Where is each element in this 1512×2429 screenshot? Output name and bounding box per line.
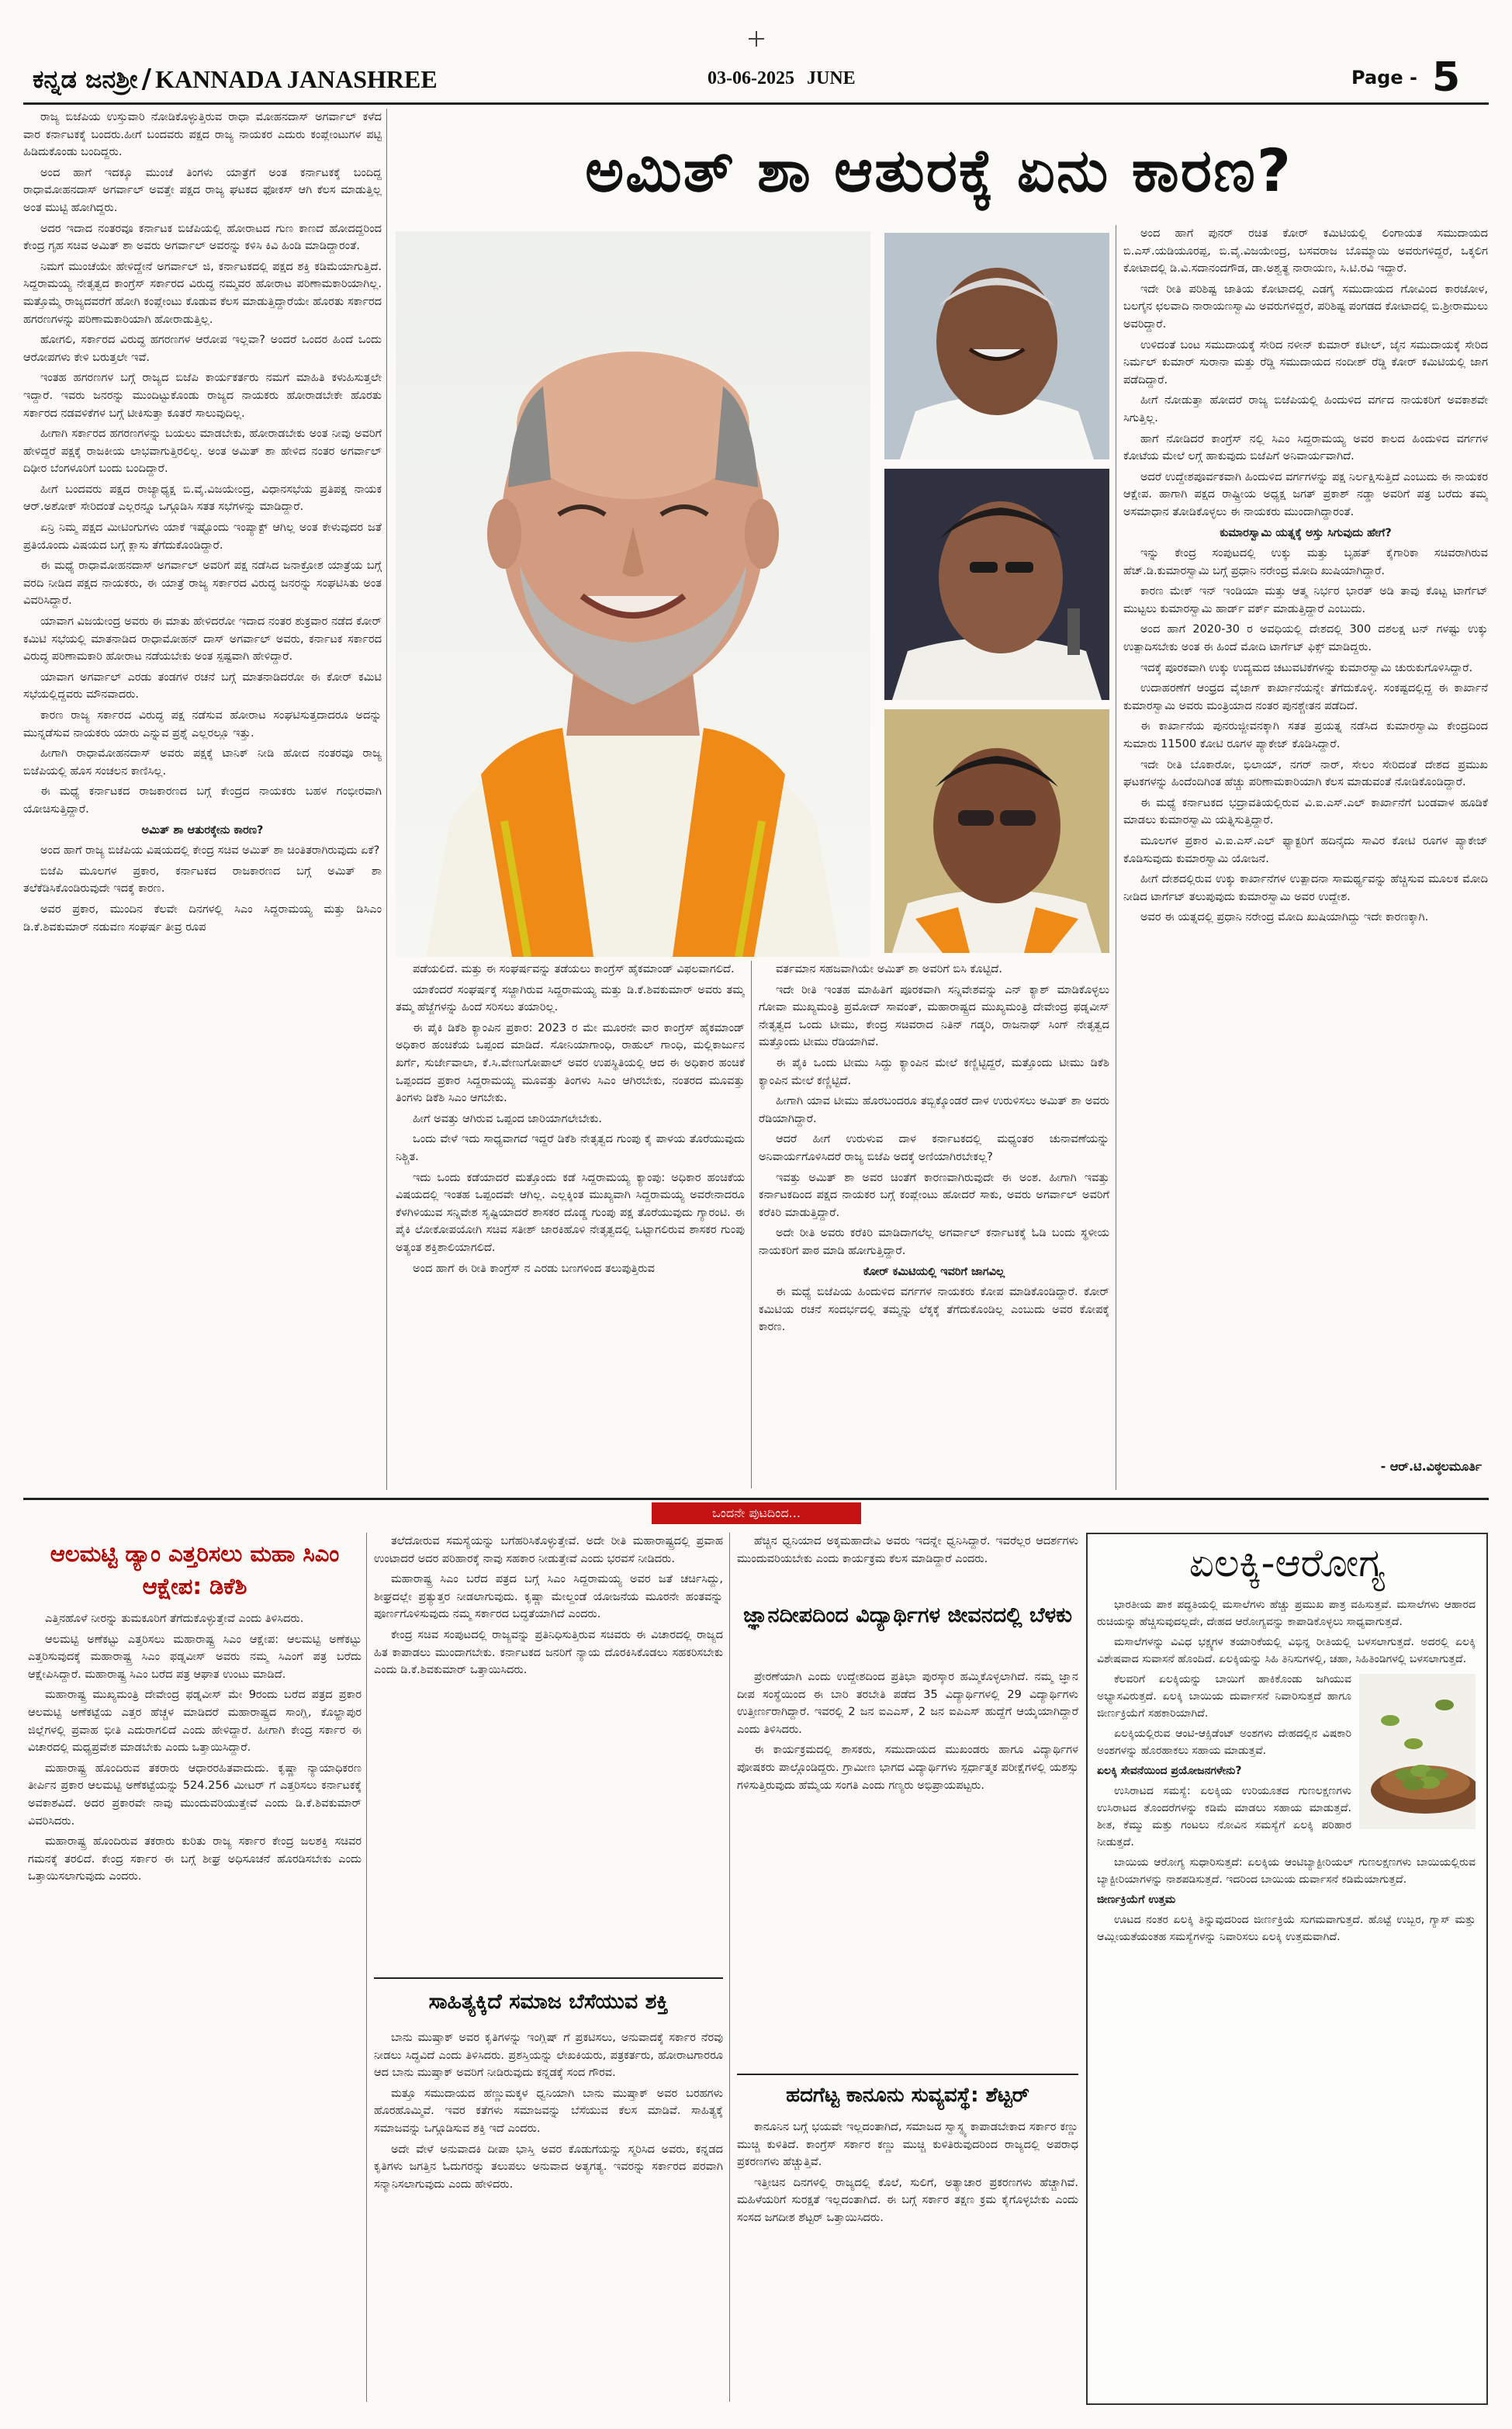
siddaramaiah-photo [884,233,1109,459]
lead-right-subhead: ಕುಮಾರಸ್ವಾಮಿ ಯತ್ನಕ್ಕೆ ಅಸ್ತು ಸಿಗುವುದು ಹೇಗೆ? [1220,526,1392,539]
dk-shivakumar-photo [884,469,1109,700]
alamatti-col2: ತಲೆದೋರುವ ಸಮಸ್ಯೆಯನ್ನು ಬಗೆಹರಿಸಿಕೊಳ್ಳುತ್ತೇವೆ. ಅದೇ ರೀತಿ ಮಹಾರಾಷ್ಟ್ರದಲ್ಲಿ ಪ್ರವಾಹ ಉಂಟಾದರೆ ಅದರ ಪರಿಹಾರಕ್ಕೆ ನಾವು ಸಹಕಾರ ನೀಡುತ್ತೇವೆ ಎಂದು ಭರವಸೆ ನೀಡಿದರು. ಮಹಾರಾಷ್ಟ್ರ ಸಿಎಂ ಬರೆದ ಪತ್ರದ ಬಗ್ಗೆ ಸಿಎಂ ಸಿದ್ದರಾಮಯ್ಯ ಅವರ ಜತೆ ಚರ್ಚಿಸಿದ್ದು, ಶೀಘ್ರದಲ್ಲೇ ಪ್ರತ್ಯುತ್ತರ ನೀಡಲಾಗುವುದು. ಕೃಷ್ಣಾ ಮೇಲ್ದಂಡೆ ಯೋಜನೆಯ ಮೂರನೇ ಹಂತವನ್ನು ಪೂರ್ಣಗೊಳಿಸುವುದು ನಮ್ಮ ಸರ್ಕಾರದ ಬದ್ಧತೆಯಾಗಿದೆ ಎಂದರು. ಕೇಂದ್ರ ಸಚಿವ ಸಂಪುಟದಲ್ಲಿ ರಾಜ್ಯವನ್ನು ಪ್ರತಿನಿಧಿಸುತ್ತಿರುವ ಸಚಿವರು ಈ ವಿಚಾರದಲ್ಲಿ ರಾಜ್ಯದ ಹಿತ ಕಾಪಾಡಲು ಮುಂದಾಗಬೇಕು. ಕರ್ನಾಟಕದ ಜನರಿಗೆ ನ್ಯಾಯ ದೊರಕಿಸಿಕೊಡಲು ಸಹಕರಿಸಬೇಕು ಎಂದು ಡಿ.ಕೆ.ಶಿವಕುಮಾರ್ ಒತ್ತಾಯಿಸಿದರು. [374,1535,723,1677]
masthead-english: KANNADA JANASHREE [155,65,438,93]
hadagetta-body: ಕಾನೂನಿನ ಬಗ್ಗೆ ಭಯವೇ ಇಲ್ಲದಂತಾಗಿದೆ, ಸಮಾಜದ ಸ್ವಾಸ್ಥ್ಯ ಕಾಪಾಡಬೇಕಾದ ಸರ್ಕಾರ ಕಣ್ಣು ಮುಚ್ಚಿ ಕುಳಿತಿದೆ. ಕಾಂಗ್ರೆಸ್ ಸರ್ಕಾರ ಕಣ್ಣು ಮುಚ್ಚಿ ಕುಳಿತಿರುವುದರಿಂದ ರಾಜ್ಯದಲ್ಲಿ ಅಪರಾಧ ಪ್ರಕರಣಗಳು ಹೆಚ್ಚುತ್ತಿವೆ. ಇತ್ತೀಚಿನ ದಿನಗಳಲ್ಲಿ ರಾಜ್ಯದಲ್ಲಿ ಕೊಲೆ, ಸುಲಿಗೆ, ಅತ್ಯಾಚಾರ ಪ್ರಕರಣಗಳು ಹೆಚ್ಚಾಗಿವೆ. ಮಹಿಳೆಯರಿಗೆ ಸುರಕ್ಷತೆ ಇಲ್ಲದಂತಾಗಿದೆ. ಈ ಬಗ್ಗೆ ಸರ್ಕಾರ ತಕ್ಷಣ ಕ್ರಮ ಕೈಗೊಳ್ಳಬೇಕು ಎಂದು ಸಂಸದ ಜಗದೀಶ ಶೆಟ್ಟರ್ ಒತ್ತಾಯಿಸಿದರು. [737,2121,1078,2224]
column-divider [751,961,752,1488]
column-divider [386,109,387,1490]
elakki-health-box [1086,1533,1488,2405]
continued-label: ಒಂದನೇ ಪುಟದಿಂದ... [652,1502,861,1524]
lead-col1-subhead: ಅಮಿತ್ ಶಾ ಆತುರಕ್ಕೇನು ಕಾರಣ? [141,823,264,837]
lead-col1-end: ಅಂದ ಹಾಗೆ ರಾಜ್ಯ ಬಿಜೆಪಿಯ ವಿಷಯದಲ್ಲಿ ಕೇಂದ್ರ ಸಚಿವ ಅಮಿತ್ ಶಾ ಚಿಂತಿತರಾಗಿರುವುದು ಏಕೆ? ಬಿಜೆಪಿ ಮೂಲಗಳ ಪ್ರಕಾರ, ಕರ್ನಾಟಕದ ರಾಜಕಾರಣದ ಬಗ್ಗೆ ಅಮಿತ್ ಶಾ ತಲೆಕೆಡಿಸಿಕೊಂಡಿರುವುದೇ ಇದಕ್ಕೆ ಕಾರಣ. ಅವರ ಪ್ರಕಾರ, ಮುಂದಿನ ಕೆಲವೇ ದಿನಗಳಲ್ಲಿ ಸಿಎಂ ಸಿದ್ದರಾಮಯ್ಯ ಮತ್ತು ಡಿಸಿಎಂ ಡಿ.ಕೆ.ಶಿವಕುಮಾರ್ ನಡುವಣ ಸಂಘರ್ಷ ತೀವ್ರ ರೂಪ [23,844,382,934]
jnanadeepa-intro: ಹೆಚ್ಚಿನ ಧ್ವನಿಯಾದ ಅಕ್ಕಮಹಾದೇವಿ ಅವರು ಇದನ್ನೇ ಧ್ವನಿಸಿದ್ದಾರೆ. ಇವರೆಲ್ಲರ ಆದರ್ಶಗಳು ಮುಂದುವರಿಯಬೇಕು ಎಂದು ಕಾರ್ಯಕ್ರಮ ಕೆಲಸ ಮಾಡಿದ್ದಾರೆ ಎಂದರು. [737,1535,1078,1565]
page-label: Page - [1351,67,1417,88]
lead-headline: ಅಮಿತ್ ಶಾ ಆತುರಕ್ಕೆ ಏನು ಕಾರಣ? [585,136,1292,205]
byline: - ಆರ್.ಟಿ.ವಿಠ್ಠಲಮೂರ್ತಿ [1380,1459,1482,1474]
page-number [1351,54,1460,101]
elakki-title: ಏಲಕ್ಕಿ-ಆರೋಗ್ಯ [1188,1540,1386,1585]
month-value: JUNE [806,68,856,88]
masthead: ಕನ್ನಡ ಜನಶ್ರೀ / KANNADA JANASHREE [33,64,438,95]
lead-column-center: ಪಡೆಯಲಿದೆ. ಮತ್ತು ಈ ಸಂಘರ್ಷವನ್ನು ತಡೆಯಲು ಕಾಂಗ್ರೆಸ್ ಹೈಕಮಾಂಡ್ ವಿಫಲವಾಗಲಿದೆ. ಯಾಕೆಂದರೆ ಸಂಘರ್ಷಕ್ಕೆ ಸಜ್ಜಾಗಿರುವ ಸಿದ್ದರಾಮಯ್ಯ ಮತ್ತು ಡಿ.ಕೆ.ಶಿವಕುಮಾರ್ ಅವರು ತಮ್ಮ ತಮ್ಮ ಹೆಜ್ಜೆಗಳನ್ನು ಹಿಂದೆ ಸರಿಸಲು ತಯಾರಿಲ್ಲ. ಈ ಪೈಕಿ ಡಿಕೆಶಿ ಕ್ಯಾಂಪಿನ ಪ್ರಕಾರ: 2023 ರ ಮೇ ಮೂರನೇ ವಾರ ಕಾಂಗ್ರೆಸ್ ಹೈಕಮಾಂಡ್ ಅಧಿಕಾರ ಹಂಚಿಕೆಯ ಒಪ್ಪಂದ ಮಾಡಿದೆ. ಸೋನಿಯಾಗಾಂಧಿ, ರಾಹುಲ್ ಗಾಂಧಿ, ಮಲ್ಲಿಕಾರ್ಜುನ ಖರ್ಗೆ, ಸುರ್ಜೇವಾಲಾ, ಕೆ.ಸಿ.ವೇಣುಗೋಪಾಲ್ ಅವರ ಉಪಸ್ಥಿತಿಯಲ್ಲಿ ಆದ ಈ ಅಧಿಕಾರ ಹಂಚಿಕೆ ಒಪ್ಪಂದದ ಪ್ರಕಾರ ಸಿದ್ದರಾಮಯ್ಯ ಮೂವತ್ತು ತಿಂಗಳು ಸಿಎಂ ಆಗಿರಬೇಕು, ನಂತರದ ಮೂವತ್ತು ತಿಂಗಳು ಡಿಕೆಶಿ ಸಿಎಂ ಆಗಬೇಕು. ಹೀಗೆ ಅವತ್ತು ಆಗಿರುವ ಒಪ್ಪಂದ ಜಾರಿಯಾಗಲೇಬೇಕು. ಒಂದು ವೇಳೆ ಇದು ಸಾಧ್ಯವಾಗದೆ ಇದ್ದರೆ ಡಿಕೆಶಿ ನೇತೃತ್ವದ ಗುಂಪು ಕೈ ಪಾಳಯ ತೊರೆಯುವುದು ನಿಶ್ಚಿತ. ಇದು ಒಂದು ಕಡೆಯಾದರೆ ಮತ್ತೊಂದು ಕಡೆ ಸಿದ್ದರಾಮಯ್ಯ ಕ್ಯಾಂಪು: ಅಧಿಕಾರ ಹಂಚಿಕೆಯ ವಿಷಯದಲ್ಲಿ ಇಂತಹ ಒಪ್ಪಂದವೇ ಆಗಿಲ್ಲ. ಎಲ್ಲಕ್ಕಿಂತ ಮುಖ್ಯವಾಗಿ ಸಿದ್ದರಾಮಯ್ಯ ಅವರೇನಾದರೂ ಕೆಳಗಿಳಿಯುವ ಸನ್ನಿವೇಶ ಸೃಷ್ಟಿಯಾದರೆ ಶಾಸಕರ ದೊಡ್ಡ ಗುಂಪು ಪಕ್ಷ ತೊರೆಯುವುದು ಗ್ಯಾರಂಟಿ. ಈ ಪೈಕಿ ಲೋಕೋಪಯೋಗಿ ಸಚಿವ ಸತೀಶ್ ಜಾರಕಿಹೊಳಿ ನೇತೃತ್ವದಲ್ಲಿ ಒಟ್ಟಾಗಲಿರುವ ಶಾಸಕರ ಗುಂಪು ಅತ್ಯಂತ ಶಕ್ತಿಶಾಲಿಯಾಗಲಿದೆ. ಅಂದ ಹಾಗೆ ಈ ರೀತಿ ಕಾಂಗ್ರೆಸ್ ನ ಎರಡು ಬಣಗಳಿಂದ ತಲುಪುತ್ತಿರುವ [396,963,745,1275]
date-value: 03-06-2025 [708,68,794,88]
section-rule [23,1498,1489,1500]
alamatti-col1: ಎತ್ತಿನಹೊಳೆ ನೀರನ್ನು ತುಮಕೂರಿಗೆ ತೆಗೆದುಕೊಳ್ಳುತ್ತೇವೆ ಎಂದು ತಿಳಿಸಿದರು. ಆಲಮಟ್ಟಿ ಅಣೆಕಟ್ಟು ಎತ್ತರಿಸಲು ಮಹಾರಾಷ್ಟ್ರ ಸಿಎಂ ಆಕ್ಷೇಪ: ಆಲಮಟ್ಟಿ ಅಣೆಕಟ್ಟು ಎತ್ತರಿಸುವುದಕ್ಕೆ ಮಹಾರಾಷ್ಟ್ರ ಸಿಎಂ ಫಡ್ನವೀಸ್ ಅವರು ನಮ್ಮ ಸಿಎಂಗೆ ಪತ್ರ ಬರೆದು ಆಕ್ಷೇಪಿಸಿದ್ದಾರೆ. ಮಹಾರಾಷ್ಟ್ರ ಸಿಎಂ ಬರೆದ ಪತ್ರ ಆಘಾತ ಉಂಟು ಮಾಡಿದೆ. ಮಹಾರಾಷ್ಟ್ರ ಮುಖ್ಯಮಂತ್ರಿ ದೇವೇಂದ್ರ ಫಡ್ನವೀಸ್ ಮೇ 9ರಂದು ಬರೆದ ಪತ್ರದ ಪ್ರಕಾರ ಆಲಮಟ್ಟಿ ಅಣೆಕಟ್ಟೆಯ ಎತ್ತರ ಹೆಚ್ಚಳ ಮಾಡಿದರೆ ಮಹಾರಾಷ್ಟ್ರದ ಸಾಂಗ್ಲಿ, ಕೊಲ್ಹಾಪುರ ಜಿಲ್ಲೆಗಳಲ್ಲಿ ಪ್ರವಾಹ ಭೀತಿ ಎದುರಾಗಲಿದೆ ಎಂದು ಹೇಳಿದ್ದಾರೆ. ಹೀಗಾಗಿ ಕೇಂದ್ರ ಸರ್ಕಾರ ಈ ವಿಚಾರದಲ್ಲಿ ಮಧ್ಯಪ್ರವೇಶ ಮಾಡಬೇಕು ಎಂದು ಒತ್ತಾಯಿಸಿದ್ದಾರೆ. ಮಹಾರಾಷ್ಟ್ರ ಹೊಂದಿರುವ ತಕರಾರು ಆಧಾರರಹಿತವಾದುದು. ಕೃಷ್ಣಾ ನ್ಯಾಯಾಧಿಕರಣ ತೀರ್ಪಿನ ಪ್ರಕಾರ ಆಲಮಟ್ಟಿ ಅಣೆಕಟ್ಟೆಯನ್ನು 524.256 ಮೀಟರ್ ಗೆ ಎತ್ತರಿಸಲು ಕರ್ನಾಟಕಕ್ಕೆ ಅವಕಾಶವಿದೆ. ಅದರ ಪ್ರಕಾರವೇ ನಾವು ಮುಂದುವರಿಯುತ್ತೇವೆ ಎಂದು ಡಿ.ಕೆ.ಶಿವಕುಮಾರ್ ವಿವರಿಸಿದರು. ಮಹಾರಾಷ್ಟ್ರ ಹೊಂದಿರುವ ತಕರಾರು ಕುರಿತು ರಾಜ್ಯ ಸರ್ಕಾರ ಕೇಂದ್ರ ಜಲಶಕ್ತಿ ಸಚಿವರ ಗಮನಕ್ಕೆ ತರಲಿದೆ. ಕೇಂದ್ರ ಸರ್ಕಾರ ಈ ಬಗ್ಗೆ ಶೀಘ್ರ ಅಧಿಸೂಚನೆ ಹೊರಡಿಸಬೇಕು ಎಂದು ಒತ್ತಾಯಿಸಲಾಗುವುದು ಎಂದರು. [28,1613,362,1883]
column-divider [366,1533,367,2402]
leader-photo [884,709,1109,953]
masthead-kannada: ಕನ್ನಡ ಜನಶ್ರೀ [33,64,138,94]
cardamom-image [1359,1674,1476,1829]
elakki-body: ಭಾರತೀಯ ಪಾಕ ಪದ್ಧತಿಯಲ್ಲಿ ಮಸಾಲೆಗಳು ಹೆಚ್ಚು ಪ್ರಮುಖ ಪಾತ್ರ ವಹಿಸುತ್ತವೆ. ಮಸಾಲೆಗಳು ಆಹಾರದ ರುಚಿಯನ್ನು ಹೆಚ್ಚಿಸುವುದಲ್ಲದೇ, ದೇಹದ ಆರೋಗ್ಯವನ್ನು ಕಾಪಾಡಿಕೊಳ್ಳಲು ಸಾಧ್ಯವಾಗುತ್ತದೆ. ಮಸಾಲೆಗಳನ್ನು ವಿವಿಧ ಭಕ್ಷ್ಯಗಳ ತಯಾರಿಕೆಯಲ್ಲಿ ವಿಭಿನ್ನ ರೀತಿಯಲ್ಲಿ ಬಳಸಲಾಗುತ್ತದೆ. ಅದರಲ್ಲಿ ಏಲಕ್ಕಿ ವಿಶೇಷವಾದ ಸುವಾಸನೆ ಹೊಂದಿದೆ. ಏಲಕ್ಕಿಯನ್ನು ಸಿಹಿ ತಿನಿಸುಗಳಲ್ಲಿ, ಚಹಾ, ಸಿಹಿತಿಂಡಿಗಳಲ್ಲಿ ಬಳಸಲಾಗುತ್ತದೆ. ಕೆಲವರಿಗೆ ಏಲಕ್ಕಿಯನ್ನು ಬಾಯಿಗೆ ಹಾಕಿಕೊಂಡು ಜಗಿಯುವ ಅಭ್ಯಾಸವಿರುತ್ತದೆ. ಏಲಕ್ಕಿ ಬಾಯಿಯ ದುರ್ವಾಸನೆ ನಿವಾರಿಸುತ್ತದೆ ಹಾಗೂ ಜೀರ್ಣಕ್ರಿಯೆಗೆ ಸಹಕಾರಿಯಾಗಿದೆ. ಏಲಕ್ಕಿಯಲ್ಲಿರುವ ಆಂಟಿ-ಆಕ್ಸಿಡೆಂಟ್ ಅಂಶಗಳು ದೇಹದಲ್ಲಿನ ವಿಷಕಾರಿ ಅಂಶಗಳನ್ನು ಹೊರಹಾಕಲು ಸಹಾಯ ಮಾಡುತ್ತವೆ. ಏಲಕ್ಕಿ ಸೇವನೆಯಿಂದ ಪ್ರಯೋಜನಗಳೇನು? ಉಸಿರಾಟದ ಸಮಸ್ಯೆ: ಏಲಕ್ಕಿಯ ಉರಿಯೂತದ ಗುಣಲಕ್ಷಣಗಳು ಉಸಿರಾಟದ ತೊಂದರೆಗಳನ್ನು ಕಡಿಮೆ ಮಾಡಲು ಸಹಾಯ ಮಾಡುತ್ತದೆ. ಶೀತ, ಕೆಮ್ಮು ಮತ್ತು ಗಂಟಲು ನೋವಿನ ಸಮಸ್ಯೆಗೆ ಏಲಕ್ಕಿ ಪರಿಹಾರ ನೀಡುತ್ತದೆ. ಬಾಯಿಯ ಆರೋಗ್ಯ ಸುಧಾರಿಸುತ್ತದೆ: ಏಲಕ್ಕಿಯ ಆಂಟಿಬ್ಯಾಕ್ಟೀರಿಯಲ್ ಗುಣಲಕ್ಷಣಗಳು ಬಾಯಿಯಲ್ಲಿರುವ ಬ್ಯಾಕ್ಟೀರಿಯಾಗಳನ್ನು ನಾಶಪಡಿಸುತ್ತದೆ. ಇದರಿಂದ ಬಾಯಿಯ ದುರ್ವಾಸನೆ ಕಡಿಮೆಯಾಗುತ್ತದೆ. ಜೀರ್ಣಕ್ರಿಯೆಗೆ ಉತ್ತಮ ಊಟದ ನಂತರ ಏಲಕ್ಕಿ ತಿನ್ನುವುದರಿಂದ ಜೀರ್ಣಕ್ರಿಯೆ ಸುಗಮವಾಗುತ್ತದೆ. ಹೊಟ್ಟೆ ಉಬ್ಬರ, ಗ್ಯಾಸ್ ಮತ್ತು ಆಮ್ಲೀಯತೆಯಂತಹ ಸಮಸ್ಯೆಗಳನ್ನು ನಿವಾರಿಸಲು ಏಲಕ್ಕಿ ಉತ್ತಮವಾಗಿದೆ. [1097,1596,1476,2396]
article-rule [737,2074,1078,2075]
elakki-subhead-2: ಜೀರ್ಣಕ್ರಿಯೆಗೆ ಉತ್ತಮ [1097,1894,1176,1906]
lead-column-right-center: ವರ್ತಮಾನ ಸಹಜವಾಗಿಯೇ ಅಮಿತ್ ಶಾ ಅವರಿಗೆ ಬಿಸಿ ಕೊಟ್ಟಿದೆ. ಇದೇ ರೀತಿ ಇಂತಹ ಮಾಹಿತಿಗೆ ಪೂರಕವಾಗಿ ಸನ್ನಿವೇಶವನ್ನು ಎನ್ ಕ್ಯಾಶ್ ಮಾಡಿಕೊಳ್ಳಲು ಗೋವಾ ಮುಖ್ಯಮಂತ್ರಿ ಪ್ರಮೋದ್ ಸಾವಂತ್, ಮಹಾರಾಷ್ಟ್ರದ ಮುಖ್ಯಮಂತ್ರಿ ದೇವೇಂದ್ರ ಫಡ್ನವೀಸ್ ನೇತೃತ್ವದ ಒಂದು ಟೀಮು, ಕೇಂದ್ರ ಸಚಿವರಾದ ನಿತಿನ್ ಗಡ್ಕರಿ, ರಾಜನಾಥ್ ಸಿಂಗ್ ನೇತೃತ್ವದ ಮತ್ತೊಂದು ಟೀಮು ರೆಡಿಯಾಗಿವೆ. ಈ ಪೈಕಿ ಒಂದು ಟೀಮು ಸಿದ್ದು ಕ್ಯಾಂಪಿನ ಮೇಲೆ ಕಣ್ಣಿಟ್ಟಿದ್ದರೆ, ಮತ್ತೊಂದು ಟೀಮು ಡಿಕೆಶಿ ಕ್ಯಾಂಪಿನ ಮೇಲೆ ಕಣ್ಣಿಟ್ಟಿದೆ. ಹೀಗಾಗಿ ಯಾವ ಟೀಮು ಹೊರಬಂದರೂ ತಬ್ಬಿಕ್ಕೊಂಡರೆ ದಾಳ ಉರುಳಿಸಲು ಅಮಿತ್ ಶಾ ಅವರು ರೆಡಿಯಾಗಿದ್ದಾರೆ. ಆದರೆ ಹೀಗೆ ಉರುಳುವ ದಾಳ ಕರ್ನಾಟಕದಲ್ಲಿ ಮಧ್ಯಂತರ ಚುನಾವಣೆಯನ್ನು ಅನಿವಾರ್ಯಗೊಳಿಸಿದರೆ ರಾಜ್ಯ ಬಿಜೆಪಿ ಅದಕ್ಕೆ ಅಣಿಯಾಗಿರಬೇಕಲ್ಲ? ಇವತ್ತು ಅಮಿತ್ ಶಾ ಅವರ ಚಿಂತೆಗೆ ಕಾರಣವಾಗಿರುವುದೇ ಈ ಅಂಶ. ಹೀಗಾಗಿ ಇವತ್ತು ಕರ್ನಾಟಕದಿಂದ ಪಕ್ಷದ ನಾಯಕರ ಬಗ್ಗೆ ಕಂಪ್ಲೇಂಟು ಹೋದರೆ ಸಾಕು, ಅವರು ಅಗರ್ವಾಲ್ ಅವರಿಗೆ ಕರೆಕಿರಿ ಮಾಡುತ್ತಿದ್ದಾರೆ. ಅದೇ ರೀತಿ ಅವರು ಕರೆಕಿರಿ ಮಾಡಿದಾಗಲೆಲ್ಲ ಅಗರ್ವಾಲ್ ಕರ್ನಾಟಕಕ್ಕೆ ಓಡಿ ಬಂದು ಸ್ಥಳೀಯ ನಾಯಕರಿಗೆ ಪಾಠ ಮಾಡಿ ಹೋಗುತ್ತಿದ್ದಾರೆ. ಕೋರ್ ಕಮಿಟಿಯಲ್ಲಿ ಇವರಿಗೆ ಜಾಗವಿಲ್ಲ ಈ ಮಧ್ಯೆ ಬಿಜೆಪಿಯ ಹಿಂದುಳಿದ ವರ್ಗಗಳ ನಾಯಕರು ಕೋಪ ಮಾಡಿಕೊಂಡಿದ್ದಾರೆ. ಕೋರ್ ಕಮಿಟಿಯ ರಚನೆ ಸಂದರ್ಭದಲ್ಲಿ ತಮ್ಮನ್ನು ಲೆಕ್ಕಕ್ಕೆ ತೆಗೆದುಕೊಂಡಿಲ್ಲ ಎಂಬುದು ಅವರ ಕೋಪಕ್ಕೆ ಕಾರಣ. [759,963,1109,1334]
sahitya-body: ಬಾನು ಮುಷ್ತಾಕ್ ಅವರ ಕೃತಿಗಳನ್ನು ಇಂಗ್ಲಿಷ್ ಗೆ ಪ್ರಕಟಿಸಲು, ಅನುವಾದಕ್ಕೆ ಸರ್ಕಾರ ನೆರವು ನೀಡಲು ಸಿದ್ಧವಿದೆ ಎಂದು ತಿಳಿಸಿದರು. ಪ್ರಶಸ್ತಿಯನ್ನು ಲೇಖಕಿಯರು, ಪತ್ರಕರ್ತರು, ಹೋರಾಟಗಾರರೂ ಆದ ಬಾನು ಮುಷ್ತಾಕ್ ಅವರಿಗೆ ನೀಡಿರುವುದು ಕನ್ನಡಕ್ಕೆ ಸಂದ ಗೌರವ. ಮತ್ತೂ ಸಮುದಾಯದ ಹೆಣ್ಣುಮಕ್ಕಳ ಧ್ವನಿಯಾಗಿ ಬಾನು ಮುಷ್ತಾಕ್ ಅವರ ಬರಹಗಳು ಹೊರಹೊಮ್ಮಿವೆ. ಇವರ ಕತೆಗಳು ಸಮಾಜವನ್ನು ಬೆಸೆಯುವ ಕೆಲಸ ಮಾಡಿವೆ. ಸಾಹಿತ್ಯಕ್ಕೆ ಸಮಾಜವನ್ನು ಒಗ್ಗೂಡಿಸುವ ಶಕ್ತಿ ಇದೆ ಎಂದರು. ಅದೇ ವೇಳೆ ಅನುವಾದಕಿ ದೀಪಾ ಭಾಸ್ತಿ ಅವರ ಕೊಡುಗೆಯನ್ನು ಸ್ಮರಿಸಿದ ಅವರು, ಕನ್ನಡದ ಕೃತಿಗಳು ಜಗತ್ತಿನ ಓದುಗರನ್ನು ತಲುಪಲು ಅನುವಾದ ಅತ್ಯಗತ್ಯ. ಇವರನ್ನು ಸರ್ಕಾರದ ಪರವಾಗಿ ಸನ್ಮಾನಿಸಲಾಗುವುದು ಎಂದು ಹೇಳಿದರು. [374,2032,723,2191]
sahitya-title: ಸಾಹಿತ್ಯಕ್ಕಿದೆ ಸಮಾಜ ಬೆಸೆಯುವ ಶಕ್ತಿ [428,1990,669,2014]
masthead-rule [23,102,1489,105]
amit-shah-photo [396,231,870,957]
lead-column-1 [23,109,382,1490]
page-number-value: 5 [1432,54,1461,101]
column-divider [729,1533,730,2402]
lead-column-right: ಅಂದ ಹಾಗೆ ಪುನರ್ ರಚಿತ ಕೋರ್ ಕಮಿಟಿಯಲ್ಲಿ ಲಿಂಗಾಯತ ಸಮುದಾಯದ ಬಿ.ಎಸ್.ಯಡಿಯೂರಪ್ಪ, ಬಿ.ವೈ.ವಿಜಯೇಂದ್ರ, ಬಸವರಾಜ ಬೊಮ್ಮಾಯಿ ಅವರುಗಳಿದ್ದರೆ, ಒಕ್ಕಲಿಗ ಕೋಟಾದಲ್ಲಿ ಡಿ.ವಿ.ಸದಾನಂದಗೌಡ, ಡಾ.ಅಶ್ವತ್ಥ ನಾರಾಯಣ, ಸಿ.ಟಿ.ರವಿ ಇದ್ದಾರೆ. ಇದೇ ರೀತಿ ಪರಿಶಿಷ್ಟ ಜಾತಿಯ ಕೋಟಾದಲ್ಲಿ ಎಡಗೈ ಸಮುದಾಯದ ಗೋವಿಂದ ಕಾರಜೋಳ, ಬಲಗೈನ ಛಲವಾದಿ ನಾರಾಯಣಸ್ವಾಮಿ ಅವರುಗಳಿದ್ದರೆ, ಪರಿಶಿಷ್ಟ ಪಂಗಡದ ಕೋಟಾದಲ್ಲಿ ಬಿ.ಶ್ರೀರಾಮುಲು ಅವರಿದ್ದಾರೆ. ಉಳಿದಂತೆ ಬಂಟ ಸಮುದಾಯಕ್ಕೆ ಸೇರಿದ ನಳೀನ್ ಕುಮಾರ್ ಕಟೀಲ್, ಜೈನ ಸಮುದಾಯಕ್ಕೆ ಸೇರಿದ ನಿರ್ಮಲ್ ಕುಮಾರ್ ಸುರಾನಾ ಮತ್ತು ರೆಡ್ಡಿ ಸಮುದಾಯದ ನಂದೀಶ್ ರೆಡ್ಡಿ ಕೋರ್ ಕಮಿಟಿಯಲ್ಲಿ ಜಾಗ ಪಡೆದಿದ್ದಾರೆ. ಹೀಗೆ ನೋಡುತ್ತಾ ಹೋದರೆ ರಾಜ್ಯ ಬಿಜೆಪಿಯಲ್ಲಿ ಹಿಂದುಳಿದ ವರ್ಗದ ನಾಯಕರಿಗೆ ಅವಕಾಶವೇ ಸಿಗುತ್ತಿಲ್ಲ. ಹಾಗೆ ನೋಡಿದರೆ ಕಾಂಗ್ರೆಸ್ ನಲ್ಲಿ ಸಿಎಂ ಸಿದ್ದರಾಮಯ್ಯ ಅವರ ಕಾಲದ ಹಿಂದುಳಿದ ವರ್ಗಗಳ ಕೋಟೆಯ ಮೇಲೆ ಲಗ್ಗೆ ಹಾಕುವುದು ಬಿಜೆಪಿಗೆ ಅನಿವಾರ್ಯವಾಗಿದೆ. ಅದರೆ ಉದ್ದೇಶಪೂರ್ವಕವಾಗಿ ಹಿಂದುಳಿದ ವರ್ಗಗಳನ್ನು ಪಕ್ಷ ನಿರ್ಲಕ್ಷಿಸುತ್ತಿದೆ ಎಂಬುದು ಈ ನಾಯಕರ ಆಕ್ಷೇಪ. ಹಾಗಾಗಿ ಪಕ್ಷದ ರಾಷ್ಟ್ರೀಯ ಅಧ್ಯಕ್ಷ ಜಗತ್ ಪ್ರಕಾಶ್ ನಡ್ಡಾ ಅವರಿಗೆ ಪತ್ರ ಬರೆದು ತಮ್ಮ ಅಸಮಾಧಾನ ತೋಡಿಕೊಳ್ಳಲು ಈ ನಾಯಕರು ಮುಂದಾಗಿದ್ದಾರಂತೆ. ಕುಮಾರಸ್ವಾಮಿ ಯತ್ನಕ್ಕೆ ಅಸ್ತು ಸಿಗುವುದು ಹೇಗೆ? ಇನ್ನು ಕೇಂದ್ರ ಸಂಪುಟದಲ್ಲಿ ಉಕ್ಕು ಮತ್ತು ಬೃಹತ್ ಕೈಗಾರಿಕಾ ಸಚಿವರಾಗಿರುವ ಹೆಚ್.ಡಿ.ಕುಮಾರಸ್ವಾಮಿ ಬಗ್ಗೆ ಪ್ರಧಾನಿ ನರೇಂದ್ರ ಮೋದಿ ಖುಷಿಯಾಗಿದ್ದಾರೆ. ಕಾರಣ ಮೇಕ್ ಇನ್ ಇಂಡಿಯಾ ಮತ್ತು ಆತ್ಮ ನಿರ್ಭರ ಭಾರತ್ ಅಡಿ ತಾವು ಕೊಟ್ಟ ಟಾರ್ಗೆಟ್ ಮುಟ್ಟಲು ಕುಮಾರಸ್ವಾಮಿ ಹಾರ್ಡ್ ವರ್ಕ್ ಮಾಡುತ್ತಿದ್ದಾರೆ ಎಂಬುದು. ಅಂದ ಹಾಗೆ 2020-30 ರ ಅವಧಿಯಲ್ಲಿ ದೇಶದಲ್ಲಿ 300 ದಶಲಕ್ಷ ಟನ್ ಗಳಷ್ಟು ಉಕ್ಕು ಉತ್ಪಾದಿಸಬೇಕು ಅಂತ ಈ ಹಿಂದೆ ಮೋದಿ ಟಾರ್ಗೆಟ್ ಫಿಕ್ಸ್ ಮಾಡಿದ್ದರು. ಇದಕ್ಕೆ ಪೂರಕವಾಗಿ ಉಕ್ಕು ಉದ್ಯಮದ ಚಟುವಟಿಕೆಗಳನ್ನು ಕುಮಾರಸ್ವಾಮಿ ಚುರುಕುಗೊಳಿಸಿದ್ದಾರೆ. ಉದಾಹರಣೆಗೆ ಆಂಧ್ರದ ವೈಜಾಗ್ ಕಾರ್ಖಾನೆಯನ್ನೇ ತೆಗೆದುಕೊಳ್ಳಿ. ಸಂಕಷ್ಟದಲ್ಲಿದ್ದ ಈ ಕಾರ್ಖಾನೆ ಕುಮಾರಸ್ವಾಮಿ ಅವರು ಮಂತ್ರಿಯಾದ ನಂತರ ಪುನಶ್ಚೇತನ ಪಡೆದಿದೆ. ಈ ಕಾರ್ಖಾನೆಯ ಪುನರುಜ್ಜೀವನಕ್ಕಾಗಿ ಸತತ ಪ್ರಯತ್ನ ನಡೆಸಿದ ಕುಮಾರಸ್ವಾಮಿ ಕೇಂದ್ರದಿಂದ ಸುಮಾರು 11500 ಕೋಟಿ ರೂಗಳ ಪ್ಯಾಕೇಜ್ ಕೊಡಿಸಿದ್ದಾರೆ. ಇದೇ ರೀತಿ ಬೊಕಾರೋ, ಭಿಲಾಯ್, ನಗರ್ ನಾರ್, ಸೇಲಂ ಸೇರಿದಂತೆ ದೇಶದ ಪ್ರಮುಖ ಘಟಕಗಳನ್ನು ಹಿಂದೆಂದಿಗಿಂತ ಹೆಚ್ಚು ಪರಿಣಾಮಕಾರಿಯಾಗಿ ಕೆಲಸ ಮಾಡುವಂತೆ ನೋಡಿಕೊಂಡಿದ್ದಾರೆ. ಈ ಮಧ್ಯೆ ಕರ್ನಾಟಕದ ಭದ್ರಾವತಿಯಲ್ಲಿರುವ ವಿ.ಐ.ಎಸ್.ಎಲ್ ಕಾರ್ಖಾನೆಗೆ ಬಂಡವಾಳ ಹೂಡಿಕೆ ಮಾಡಲು ಕುಮಾರಸ್ವಾಮಿ ಯತ್ನಿಸುತ್ತಿದ್ದಾರೆ. ಮೂಲಗಳ ಪ್ರಕಾರ ವಿ.ಐ.ಎಸ್.ಎಲ್ ಫ್ಯಾಕ್ಟರಿಗೆ ಹದಿನೈದು ಸಾವಿರ ಕೋಟಿ ರೂಗಳ ಪ್ಯಾಕೇಜ್ ಕೊಡಿಸುವುದು ಕುಮಾರಸ್ವಾಮಿ ಯೋಜನೆ. ಹೀಗೆ ದೇಶದಲ್ಲಿರುವ ಉಕ್ಕು ಕಾರ್ಖಾನೆಗಳ ಉತ್ಪಾದನಾ ಸಾಮರ್ಥ್ಯವನ್ನು ಹೆಚ್ಚಿಸುವ ಮೂಲಕ ಮೋದಿ ನೀಡಿದ ಟಾರ್ಗೆಟ್ ತಲುಪುವುದು ಕುಮಾರಸ್ವಾಮಿ ಅವರ ಉದ್ದೇಶ. ಅವರ ಈ ಯತ್ನದಲ್ಲಿ ಪ್ರಧಾನಿ ನರೇಂದ್ರ ಮೋದಿ ಖುಷಿಯಾಗಿದ್ದು ಇದೇ ಕಾರಣಕ್ಕಾಗಿ. [1123,227,1488,924]
lead-col1-body: ರಾಜ್ಯ ಬಿಜೆಪಿಯ ಉಸ್ತುವಾರಿ ನೋಡಿಕೊಳ್ಳುತ್ತಿರುವ ರಾಧಾ ಮೋಹನದಾಸ್ ಅಗರ್ವಾಲ್ ಕಳೆದ ವಾರ ಕರ್ನಾಟಕಕ್ಕೆ ಬಂದರು.ಹೀಗೆ ಬಂದವರು ಪಕ್ಷದ ರಾಜ್ಯ ನಾಯಕರ ಎದುರು ಕಂಪ್ಲೇಂಟುಗಳ ಪಟ್ಟಿ ಹಿಡಿದುಕೊಂಡು ಬಂದಿದ್ದರು. ಅಂದ ಹಾಗೆ ಇದಕ್ಕೂ ಮುಂಚೆ ತಿಂಗಳು ಯಾತ್ರೆಗೆ ಅಂತ ಕರ್ನಾಟಕಕ್ಕೆ ಬಂದಿದ್ದ ರಾಧಾಮೋಹನದಾಸ್ ಅಗರ್ವಾಲ್ ಅವತ್ತೇ ಪಕ್ಷದ ರಾಜ್ಯ ಘಟಕದ ಫೋಕಸ್ ಆಗಿ ಕೆಲಸ ಮಾಡುತ್ತಿಲ್ಲ ಅಂತ ಮುಟ್ಟಿ ಹೋಗಿದ್ದರು. ಅದರ ಇದಾದ ನಂತರವೂ ಕರ್ನಾಟಕ ಬಿಜೆಪಿಯಲ್ಲಿ ಹೋರಾಟದ ಗುಣ ಕಾಣದೆ ಹೋದದ್ದರಿಂದ ಕೇಂದ್ರ ಗೃಹ ಸಚಿವ ಅಮಿತ್ ಶಾ ಅವರು ಅಗರ್ವಾಲ್ ಅವರನ್ನು ಕಳಿಸಿ ಕಿವಿ ಹಿಂಡಿ ಮಾಡಿದ್ದಾರಂತೆ. ನಿಮಗೆ ಮುಂಚೆಯೇ ಹೇಳಿದ್ದೇನೆ ಅಗರ್ವಾಲ್ ಜಿ, ಕರ್ನಾಟಕದಲ್ಲಿ ಪಕ್ಷದ ಶಕ್ತಿ ಕಡಿಮೆಯಾಗುತ್ತಿದೆ. ಸಿದ್ದರಾಮಯ್ಯ ನೇತೃತ್ವದ ಕಾಂಗ್ರೆಸ್ ಸರ್ಕಾರದ ವಿರುದ್ಧ ನಮ್ಮವರ ಹೋರಾಟ ಪರಿಣಾಮಕಾರಿಯಾಗಿಲ್ಲ. ಮತ್ತೊಮ್ಮೆ ರಾಜ್ಯದವರೆಗೆ ಹೋಗಿ ಕಂಪ್ಲೇಂಟು ಕೊಡುವ ಕೆಲಸ ಮಾಡುತ್ತಿದ್ದಾರೆಯೇ ಹೊರತು ಸರ್ಕಾರದ ಹಗರಣಗಳನ್ನು ಪರಿಣಾಮಕಾರಿಯಾಗಿ ಹೋರಾಡುತ್ತಿಲ್ಲ. ಹೋಗಲಿ, ಸರ್ಕಾರದ ವಿರುದ್ಧ ಹಗರಣಗಳ ಆರೋಪ ಇಲ್ಲವಾ? ಅಂದರೆ ಒಂದರ ಹಿಂದೆ ಒಂದು ಆರೋಪಗಳು ಕೇಳಿ ಬರುತ್ತಲೇ ಇವೆ. ಇಂತಹ ಹಗರಣಗಳ ಬಗ್ಗೆ ರಾಜ್ಯದ ಬಿಜೆಪಿ ಕಾರ್ಯಕರ್ತರು ನಮಗೆ ಮಾಹಿತಿ ಕಳುಹಿಸುತ್ತಲೇ ಇದ್ದಾರೆ. ಇವರು ಜನರನ್ನು ಮುಂದಿಟ್ಟುಕೊಂಡು ರಾಜ್ಯದ ನಾಯಕರು ಹೋರಾಡಬೇಕೇ ಹೊರತು ಸರ್ಕಾರದ ನಡವಳಿಕೆಗಳ ಬಗ್ಗೆ ಟೀಕಿಸುತ್ತಾ ಕೂತರೆ ಸಾಲುವುದಿಲ್ಲ. ಹೀಗಾಗಿ ಸರ್ಕಾರದ ಹಗರಣಗಳನ್ನು ಬಯಲು ಮಾಡಬೇಕು, ಹೋರಾಡಬೇಕು ಅಂತ ನೀವು ಅವರಿಗೆ ಹೇಳಿದ್ದರೆ ಪಕ್ಷಕ್ಕೆ ರಾಜಕೀಯ ಲಾಭವಾಗುತ್ತಿರಲಿಲ್ಲ. ಅಂತ ಅಮಿತ್ ಶಾ ಹೇಳಿದ ನಂತರ ಅಗರ್ವಾಲ್ ದಿಢೀರ ಬೆಂಗಳೂರಿಗೆ ಬಂದು ಬಂದಿದ್ದಾರೆ. ಹೀಗೆ ಬಂದವರು ಪಕ್ಷದ ರಾಜ್ಯಾಧ್ಯಕ್ಷ ಬಿ.ವೈ.ವಿಜಯೇಂದ್ರ, ವಿಧಾನಸಭೆಯ ಪ್ರತಿಪಕ್ಷ ನಾಯಕ ಆರ್.ಅಶೋಕ್ ಸೇರಿದಂತೆ ಎಲ್ಲರನ್ನೂ ಒಗ್ಗೂಡಿಸಿ ಸತತ ಸಭೆಗಳನ್ನು ಮಾಡಿದ್ದಾರೆ. ಏನ್ರಿ ನಿಮ್ಮ ಪಕ್ಷದ ಮೀಟಿಂಗುಗಳು ಯಾಕೆ ಇಷ್ಟೊಂದು ಇಂಪ್ಯಾಕ್ಟ್ ಆಗಿಲ್ಲ ಅಂತ ಕೇಳುವುದರ ಜತೆ ಪ್ರತಿಯೊಂದು ವಿಷಯದ ಬಗ್ಗೆ ಕ್ಲಾಸು ತೆಗೆದುಕೊಂಡಿದ್ದಾರೆ. ಈ ಮಧ್ಯೆ ರಾಧಾಮೋಹನದಾಸ್ ಅಗರ್ವಾಲ್ ಅವರಿಗೆ ಪಕ್ಷ ನಡೆಸಿದ ಜನಾಕ್ರೋಶ ಯಾತ್ರೆಯ ಬಗ್ಗೆ ವರದಿ ನೀಡಿದ ಪಕ್ಷದ ನಾಯಕರು, ಈ ಯಾತ್ರೆ ರಾಜ್ಯ ಸರ್ಕಾರದ ವಿರುದ್ಧ ಜನರನ್ನು ಸಂಘಟಿಸಿತು ಅಂತ ವಿವರಿಸಿದ್ದಾರೆ. ಯಾವಾಗ ವಿಜಯೇಂದ್ರ ಅವರು ಈ ಮಾತು ಹೇಳಿದರೋ ಇದಾದ ನಂತರ ಶುಕ್ರವಾರ ನಡೆದ ಕೋರ್ ಕಮಿಟಿ ಸಭೆಯಲ್ಲಿ ಮಾತನಾಡಿದ ರಾಧಾಮೋಹನ್ ದಾಸ್ ಅಗರ್ವಾಲ್ ಅವರು, ಕರ್ನಾಟಕ ಸರ್ಕಾರದ ವಿರುದ್ಧ ಪರಿಣಾಮಕಾರಿ ಹೋರಾಟ ನಡೆಯಬೇಕು ಅಂತ ಸ್ಪಷ್ಟವಾಗಿ ಹೇಳಿದ್ದಾರೆ. ಯಾವಾಗ ಅಗರ್ವಾಲ್ ಎರಡು ತಂಡಗಳ ರಚನೆ ಬಗ್ಗೆ ಮಾತನಾಡಿದರೋ ಈ ಕೋರ್ ಕಮಿಟಿ ಸಭೆಯಲ್ಲಿದ್ದವರು ಮೌನವಾದರು. ಕಾರಣ ರಾಜ್ಯ ಸರ್ಕಾರದ ವಿರುದ್ಧ ಪಕ್ಷ ನಡೆಸುವ ಹೋರಾಟ ಸಂಘಟಿಸುತ್ತದಾದರೂ ಅದನ್ನು ಮುನ್ನಡೆಸುವ ನಾಯಕರು ಯಾರು ಎನ್ನುವ ಪ್ರಶ್ನೆ ಎಲ್ಲರಲ್ಲೂ ಇತ್ತು. ಹೀಗಾಗಿ ರಾಧಾಮೋಹನದಾಸ್ ಅವರು ಪಕ್ಷಕ್ಕೆ ಟಾನಿಕ್ ನೀಡಿ ಹೋದ ನಂತರವೂ ರಾಜ್ಯ ಬಿಜೆಪಿಯಲ್ಲಿ ಹೊಸ ಸಂಚಲನ ಕಾಣಿಸಿಲ್ಲ. ಈ ಮಧ್ಯೆ ಕರ್ನಾಟಕದ ರಾಜಕಾರಣದ ಬಗ್ಗೆ ಕೇಂದ್ರದ ನಾಯಕರು ಬಹಳ ಗಂಭೀರವಾಗಿ ಯೋಚಿಸುತ್ತಿದ್ದಾರೆ. [23,111,382,816]
elakki-subhead-1: ಏಲಕ್ಕಿ ಸೇವನೆಯಿಂದ ಪ್ರಯೋಜನಗಳೇನು? [1097,1765,1242,1777]
lead-right-center-subhead: ಕೋರ್ ಕಮಿಟಿಯಲ್ಲಿ ಇವರಿಗೆ ಜಾಗವಿಲ್ಲ [863,1265,1005,1278]
issue-date [708,68,856,89]
alamatti-title: ಆಲಮಟ್ಟಿ ಡ್ಯಾಂ ಎತ್ತರಿಸಲು ಮಹಾ ಸಿಎಂ ಆಕ್ಷೇಪ: ಡಿಕೆಶಿ [50,1540,340,1599]
jnanadeepa-body: ಪ್ರೇರಣೆಯಾಗಿ ಎಂದು ಉದ್ದೇಶದಿಂದ ಪ್ರತಿಭಾ ಪುರಸ್ಕಾರ ಹಮ್ಮಿಕೊಳ್ಳಲಾಗಿದೆ. ನಮ್ಮ ಜ್ಞಾನ ದೀಪ ಸಂಸ್ಥೆಯಿಂದ ಈ ಬಾರಿ ತರಬೇತಿ ಪಡೆದ 35 ವಿದ್ಯಾರ್ಥಿಗಳಲ್ಲಿ 29 ವಿದ್ಯಾರ್ಥಿಗಳು ಉತ್ತೀರ್ಣರಾಗಿದ್ದಾರೆ. ಇವರಲ್ಲಿ 2 ಜನ ಐಎಎಸ್, 2 ಜನ ಐಪಿಎಸ್ ಹುದ್ದೆಗೆ ಆಯ್ಕೆಯಾಗಿದ್ದಾರೆ ಎಂದು ತಿಳಿಸಿದರು. ಈ ಕಾರ್ಯಕ್ರಮದಲ್ಲಿ ಶಾಸಕರು, ಸಮುದಾಯದ ಮುಖಂಡರು ಹಾಗೂ ವಿದ್ಯಾರ್ಥಿಗಳ ಪೋಷಕರು ಪಾಲ್ಗೊಂಡಿದ್ದರು. ಗ್ರಾಮೀಣ ಭಾಗದ ವಿದ್ಯಾರ್ಥಿಗಳು ಸ್ಪರ್ಧಾತ್ಮಕ ಪರೀಕ್ಷೆಗಳಲ್ಲಿ ಯಶಸ್ಸು ಗಳಿಸುತ್ತಿರುವುದು ಹೆಮ್ಮೆಯ ಸಂಗತಿ ಎಂದು ಗಣ್ಯರು ಅಭಿಪ್ರಾಯಪಟ್ಟರು. [737,1671,1078,1792]
hadagetta-title: ಹದಗೆಟ್ಟ ಕಾನೂನು ಸುವ್ಯವಸ್ಥೆ: ಶೆಟ್ಟರ್ [786,2084,1029,2107]
jnanadeepa-title: ಜ್ಞಾನದೀಪದಿಂದ ವಿದ್ಯಾರ್ಥಿಗಳ ಜೀವನದಲ್ಲಿ ಬೆಳಕು [743,1603,1072,1627]
crop-mark-icon [749,31,764,47]
article-rule [374,1977,723,1979]
